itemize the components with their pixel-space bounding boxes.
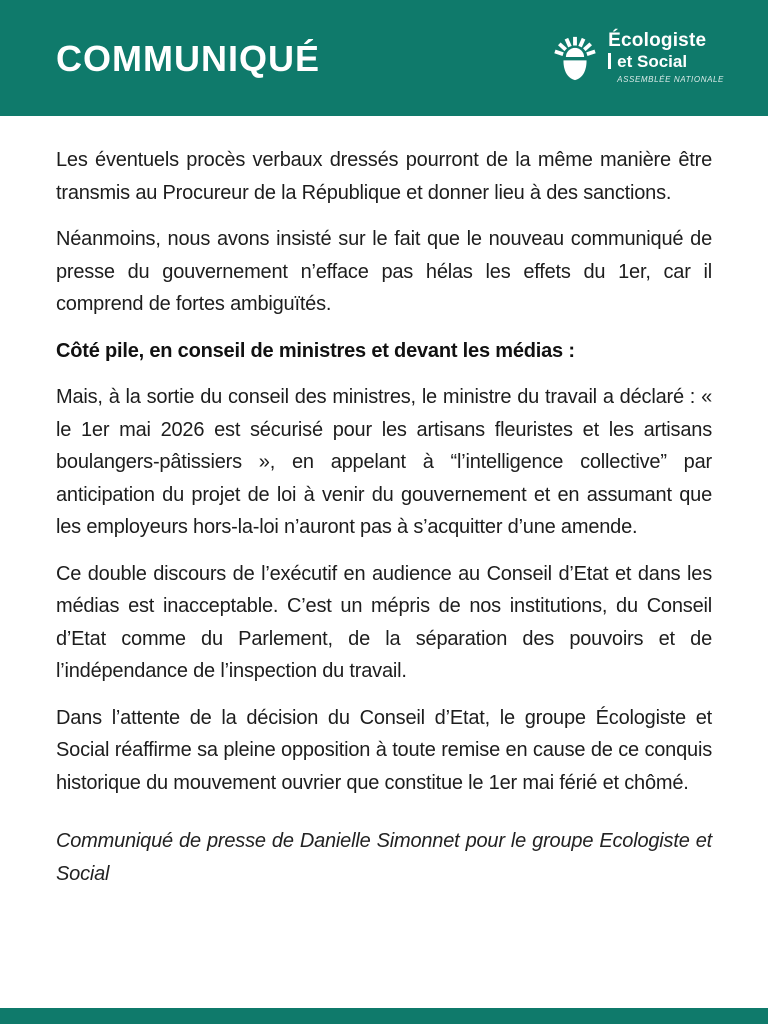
paragraph-proces-verbaux: Les éventuels procès verbaux dressés pourront de la même manière être transmis au Procureur de la République et donner lieu à des sanctions. bbox=[56, 149, 712, 204]
paragraph-neanmoins: Néanmoins, nous avons insisté sur le fait que le nouveau communiqué de presse du gouvernement n’efface pas hélas les effets du 1er, car il comprend de fortes ambiguïtés. bbox=[56, 228, 712, 315]
logo-vertical-bar bbox=[608, 53, 611, 69]
signature-line: Communiqué de presse de Danielle Simonnet pour le groupe Ecologiste et Social bbox=[56, 830, 712, 885]
header-band bbox=[0, 0, 768, 116]
logo-name-line2-row bbox=[608, 53, 724, 70]
paragraph-double-discours: Ce double discours de l’exécutif en audience au Conseil d’Etat et dans les médias est inacceptable. C’est un mépris de nos institutions, du Conseil d’Etat comme du Parlement, de la séparation des pouvoirs et de l’indépendance de l’inspection du travail. bbox=[56, 562, 712, 682]
sunrise-icon bbox=[551, 30, 599, 86]
logo-subtitle: ASSEMBLÉE NATIONALE bbox=[617, 74, 724, 84]
paragraph-conseil-etat: Dans l’attente de la décision du Conseil d’Etat, le groupe Écologiste et Social réaffirme sa pleine opposition à toute remise en cause de ce conquis historique du mouvement ouvrier que constitue le 1er mai férié et chômé. bbox=[56, 706, 712, 794]
press-release-body bbox=[0, 116, 768, 1008]
logo-name-line1: Écologiste bbox=[608, 29, 707, 51]
page-title: COMMUNIQUÉ bbox=[56, 38, 320, 79]
group-logo bbox=[551, 30, 724, 86]
logo-text-block bbox=[608, 31, 724, 86]
section-heading-cote-pile: Côté pile, en conseil de ministres et devant les médias : bbox=[56, 339, 575, 362]
logo-name-line2: et Social bbox=[617, 51, 688, 71]
footer-accent-bar bbox=[0, 1008, 768, 1024]
paragraph-ministre-travail: Mais, à la sortie du conseil des ministres, le ministre du travail a déclaré : « le 1er mai 2026 est sécurisé pour les artisans fleuristes et les artisans boulangers-pâtissiers », en appelant à “l’intelligence collective” par anticipation du projet de loi à venir du gouvernement et en assumant que les employeurs hors-la-loi n’auront pas à s’acquitter d’une amende. bbox=[56, 386, 712, 538]
